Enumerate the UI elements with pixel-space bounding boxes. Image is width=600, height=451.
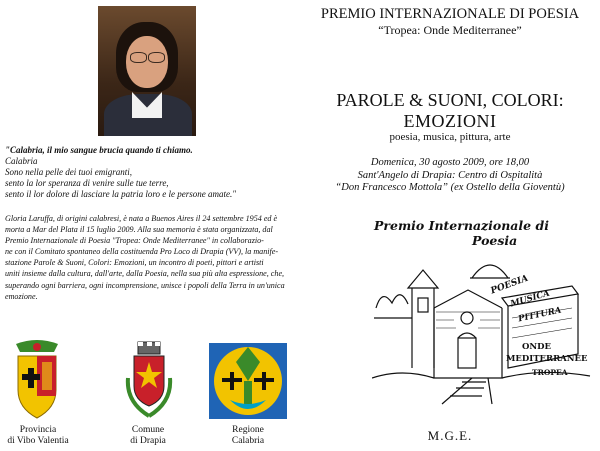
quote-line: sento il lor dolore di lasciare la patria loro e le persone amate." bbox=[5, 189, 237, 199]
quote-line: Sono nella pelle dei tuoi emigranti, bbox=[5, 167, 132, 177]
onde-label: ONDE bbox=[522, 342, 552, 352]
portrait-photo bbox=[98, 6, 196, 136]
event-details bbox=[300, 157, 600, 195]
province-logo-label: Provincia di Vibo Valentia bbox=[7, 425, 69, 446]
poem-quote bbox=[5, 145, 265, 200]
banner-word: PITTURA bbox=[517, 305, 563, 325]
church-drawing bbox=[372, 218, 592, 406]
drawing-title-line1: Premio Internazionale di bbox=[374, 218, 549, 233]
regione-calabria-emblem-icon bbox=[208, 342, 288, 420]
bio-line: emozione. bbox=[5, 291, 38, 301]
quote-line: Calabria bbox=[5, 156, 38, 166]
banner-word: POESIA bbox=[489, 273, 530, 297]
drawing-title-line2: Poesia bbox=[472, 233, 518, 248]
prize-title: PREMIO INTERNAZIONALE DI POESIA bbox=[320, 6, 580, 22]
biography-text bbox=[5, 213, 287, 302]
quote-line: "Calabria, il mio sangue brucia quando ti chiamo. bbox=[5, 145, 193, 155]
bio-line: Premio Internazionale di Poesia "Tropea: Onde Mediterranee" in collaborazio- bbox=[5, 236, 264, 246]
event-title-line2: EMOZIONI bbox=[403, 111, 497, 131]
province-vibo-valentia-crest-icon bbox=[6, 338, 68, 422]
footer-publisher: M.G.E. bbox=[427, 428, 473, 443]
event-title-line1: PAROLE & SUONI, COLORI: bbox=[336, 90, 564, 110]
bio-line: Gloria Laruffa, di origini calabresi, è nata a Buenos Aires il 24 settembre 1954 ed è bbox=[5, 214, 278, 223]
event-venue-line1: Sant'Angelo di Drapia: Centro di Ospitalità bbox=[357, 169, 543, 181]
bio-line: superando ogni barriera, ogni incomprensione, unisce i popoli della Terra in un'unica bbox=[5, 280, 285, 290]
regione-logo-label: Regione Calabria bbox=[231, 425, 265, 446]
bio-line: uniti insieme dalla cultura, dall'arte, dalla Poesia, nella sua più alta espressione, che, bbox=[5, 269, 285, 279]
banner-word: MUSICA bbox=[509, 288, 551, 310]
bio-line: stazione Parole & Suoni, Colori: Emozioni, un incontro di poeti, pittori e artisti bbox=[5, 258, 264, 268]
comune-drapia-crest-icon bbox=[118, 338, 180, 422]
bio-line: ne con il Comitato spontaneo della costituenda Pro Loco di Drapia (VV), la manife- bbox=[5, 247, 279, 257]
event-venue-line2: “Don Francesco Mottola” (ex Ostello della Gioventù) bbox=[335, 182, 565, 193]
prize-subtitle: “Tropea: Onde Mediterranee” bbox=[378, 23, 522, 37]
quote-line: sento la lor speranza di venire sulle tue terre, bbox=[5, 178, 169, 188]
bio-line: morta a Mar del Plata il 15 luglio 2009. Alla sua memoria è stata organizzata, dal bbox=[5, 225, 273, 235]
tropea-label: TROPEA bbox=[532, 368, 568, 377]
event-date: Domenica, 30 agosto 2009, ore 18,00 bbox=[370, 157, 530, 168]
church-sketch-icon bbox=[372, 248, 592, 406]
event-tagline: poesia, musica, pittura, arte bbox=[389, 131, 511, 143]
comune-logo-label: Comune di Drapia bbox=[130, 425, 166, 446]
mediterranee-label: MEDITERRANEE bbox=[506, 354, 588, 364]
